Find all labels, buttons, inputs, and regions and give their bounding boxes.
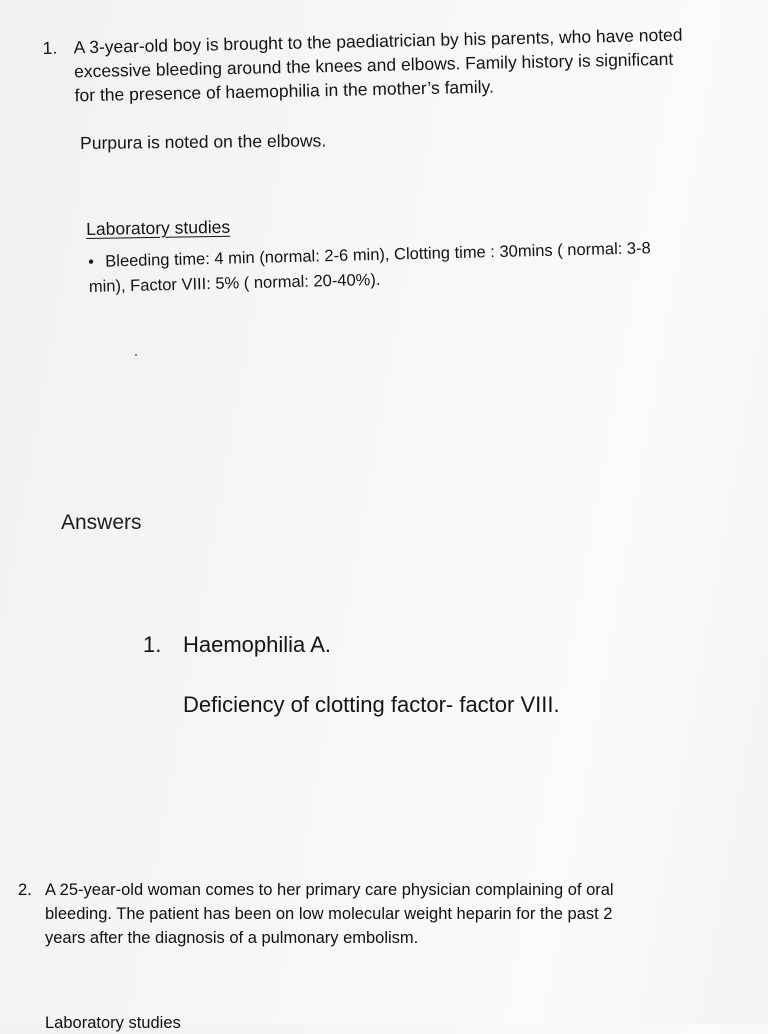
question-1-line: A 3-year-old boy is brought to the paediatrician by his parents, who have noted [73, 24, 683, 58]
question-1-number: 1. [42, 37, 58, 58]
lab-studies-list [88, 236, 652, 299]
answer-1-detail: Deficiency of clotting factor- factor VIII. [183, 692, 560, 717]
question-2-line: A 25-year-old woman comes to her primary care physician complaining of oral [45, 881, 614, 899]
question-2-line: bleeding. The patient has been on low molecular weight heparin for the past 2 [45, 905, 613, 923]
answer-1-diagnosis: Haemophilia A. [183, 632, 331, 657]
question-1-note: Purpura is noted on the elbows. [80, 130, 327, 153]
question-2-number: 2. [18, 881, 32, 899]
lab-studies-heading: Laboratory studies [86, 216, 231, 239]
answer-1-number: 1. [143, 632, 162, 657]
lab-studies-item-text: Bleeding time: 4 min (normal: 2-6 min), Clotting time : 30mins ( normal: 3-8 [105, 239, 651, 271]
question-2-text [45, 878, 614, 950]
question-2-lab-heading-partial: Laboratory studies [45, 1014, 181, 1032]
question-1-line: excessive bleeding around the knees and elbows. Family history is significant [73, 48, 674, 82]
question-1-line: for the presence of haemophilia in the mother’s family. [74, 76, 495, 106]
lab-studies-item-continued: min), Factor VIII: 5% ( normal: 20-40%). [88, 270, 381, 296]
question-2-line: years after the diagnosis of a pulmonary embolism. [45, 929, 419, 947]
scan-speck [135, 354, 137, 356]
bullet-icon: • [88, 253, 95, 271]
question-1-text [73, 23, 683, 108]
answers-heading: Answers [61, 511, 142, 534]
answer-1 [143, 630, 331, 660]
